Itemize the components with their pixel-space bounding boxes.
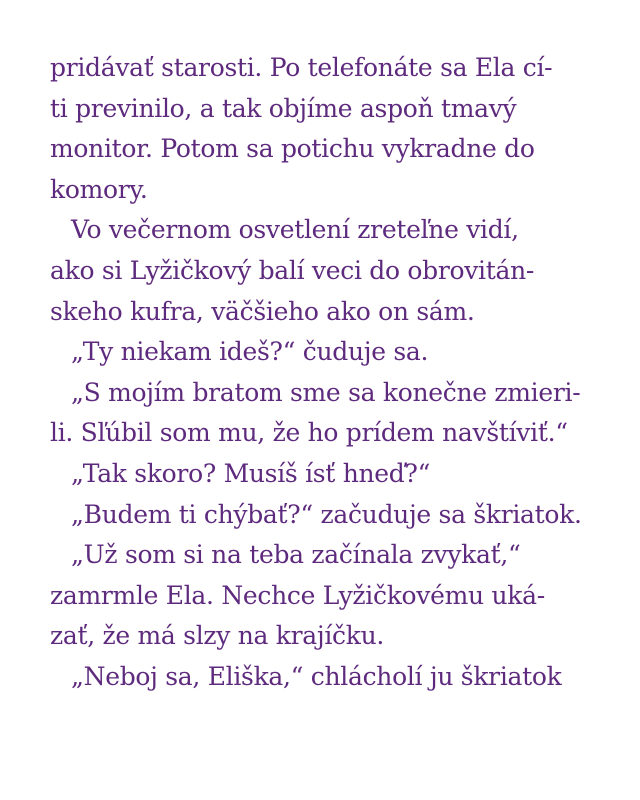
text-line: „Už som si na teba začínala zvykať,“ bbox=[71, 540, 521, 570]
text-line: Vo večernom osvetlení zreteľne vidí, bbox=[71, 215, 519, 245]
text-line: „Budem ti chýbať?“ začuduje sa škriatok. bbox=[71, 499, 582, 529]
text-line: ti previnilo, a tak objíme aspoň tmavý bbox=[50, 93, 517, 123]
text-line: komory. bbox=[50, 174, 148, 204]
text-line: monitor. Potom sa potichu vykradne do bbox=[50, 134, 535, 164]
text-line: „Ty niekam ideš?“ čuduje sa. bbox=[71, 337, 429, 367]
body-text bbox=[50, 48, 610, 698]
text-line: pridávať starosti. Po telefonáte sa Ela cí- bbox=[50, 53, 553, 82]
text-line: zať, že má slzy na krajíčku. bbox=[50, 621, 385, 651]
text-line: „Tak skoro? Musíš ísť hneď?“ bbox=[71, 458, 431, 488]
text-line: skeho kufra, väčšieho ako on sám. bbox=[50, 296, 475, 326]
text-line: „S mojím bratom sme sa konečne zmieri- bbox=[71, 377, 581, 407]
text-line: ako si Lyžičkový balí veci do obrovitán- bbox=[50, 255, 535, 285]
text-line: zamrmle Ela. Nechce Lyžičkovému uká- bbox=[50, 580, 545, 610]
text-line: li. Sľúbil som mu, že ho prídem navštíviť.“ bbox=[50, 418, 568, 448]
text-line: „Neboj sa, Eliška,“ chlácholí ju škriatok bbox=[71, 661, 562, 691]
